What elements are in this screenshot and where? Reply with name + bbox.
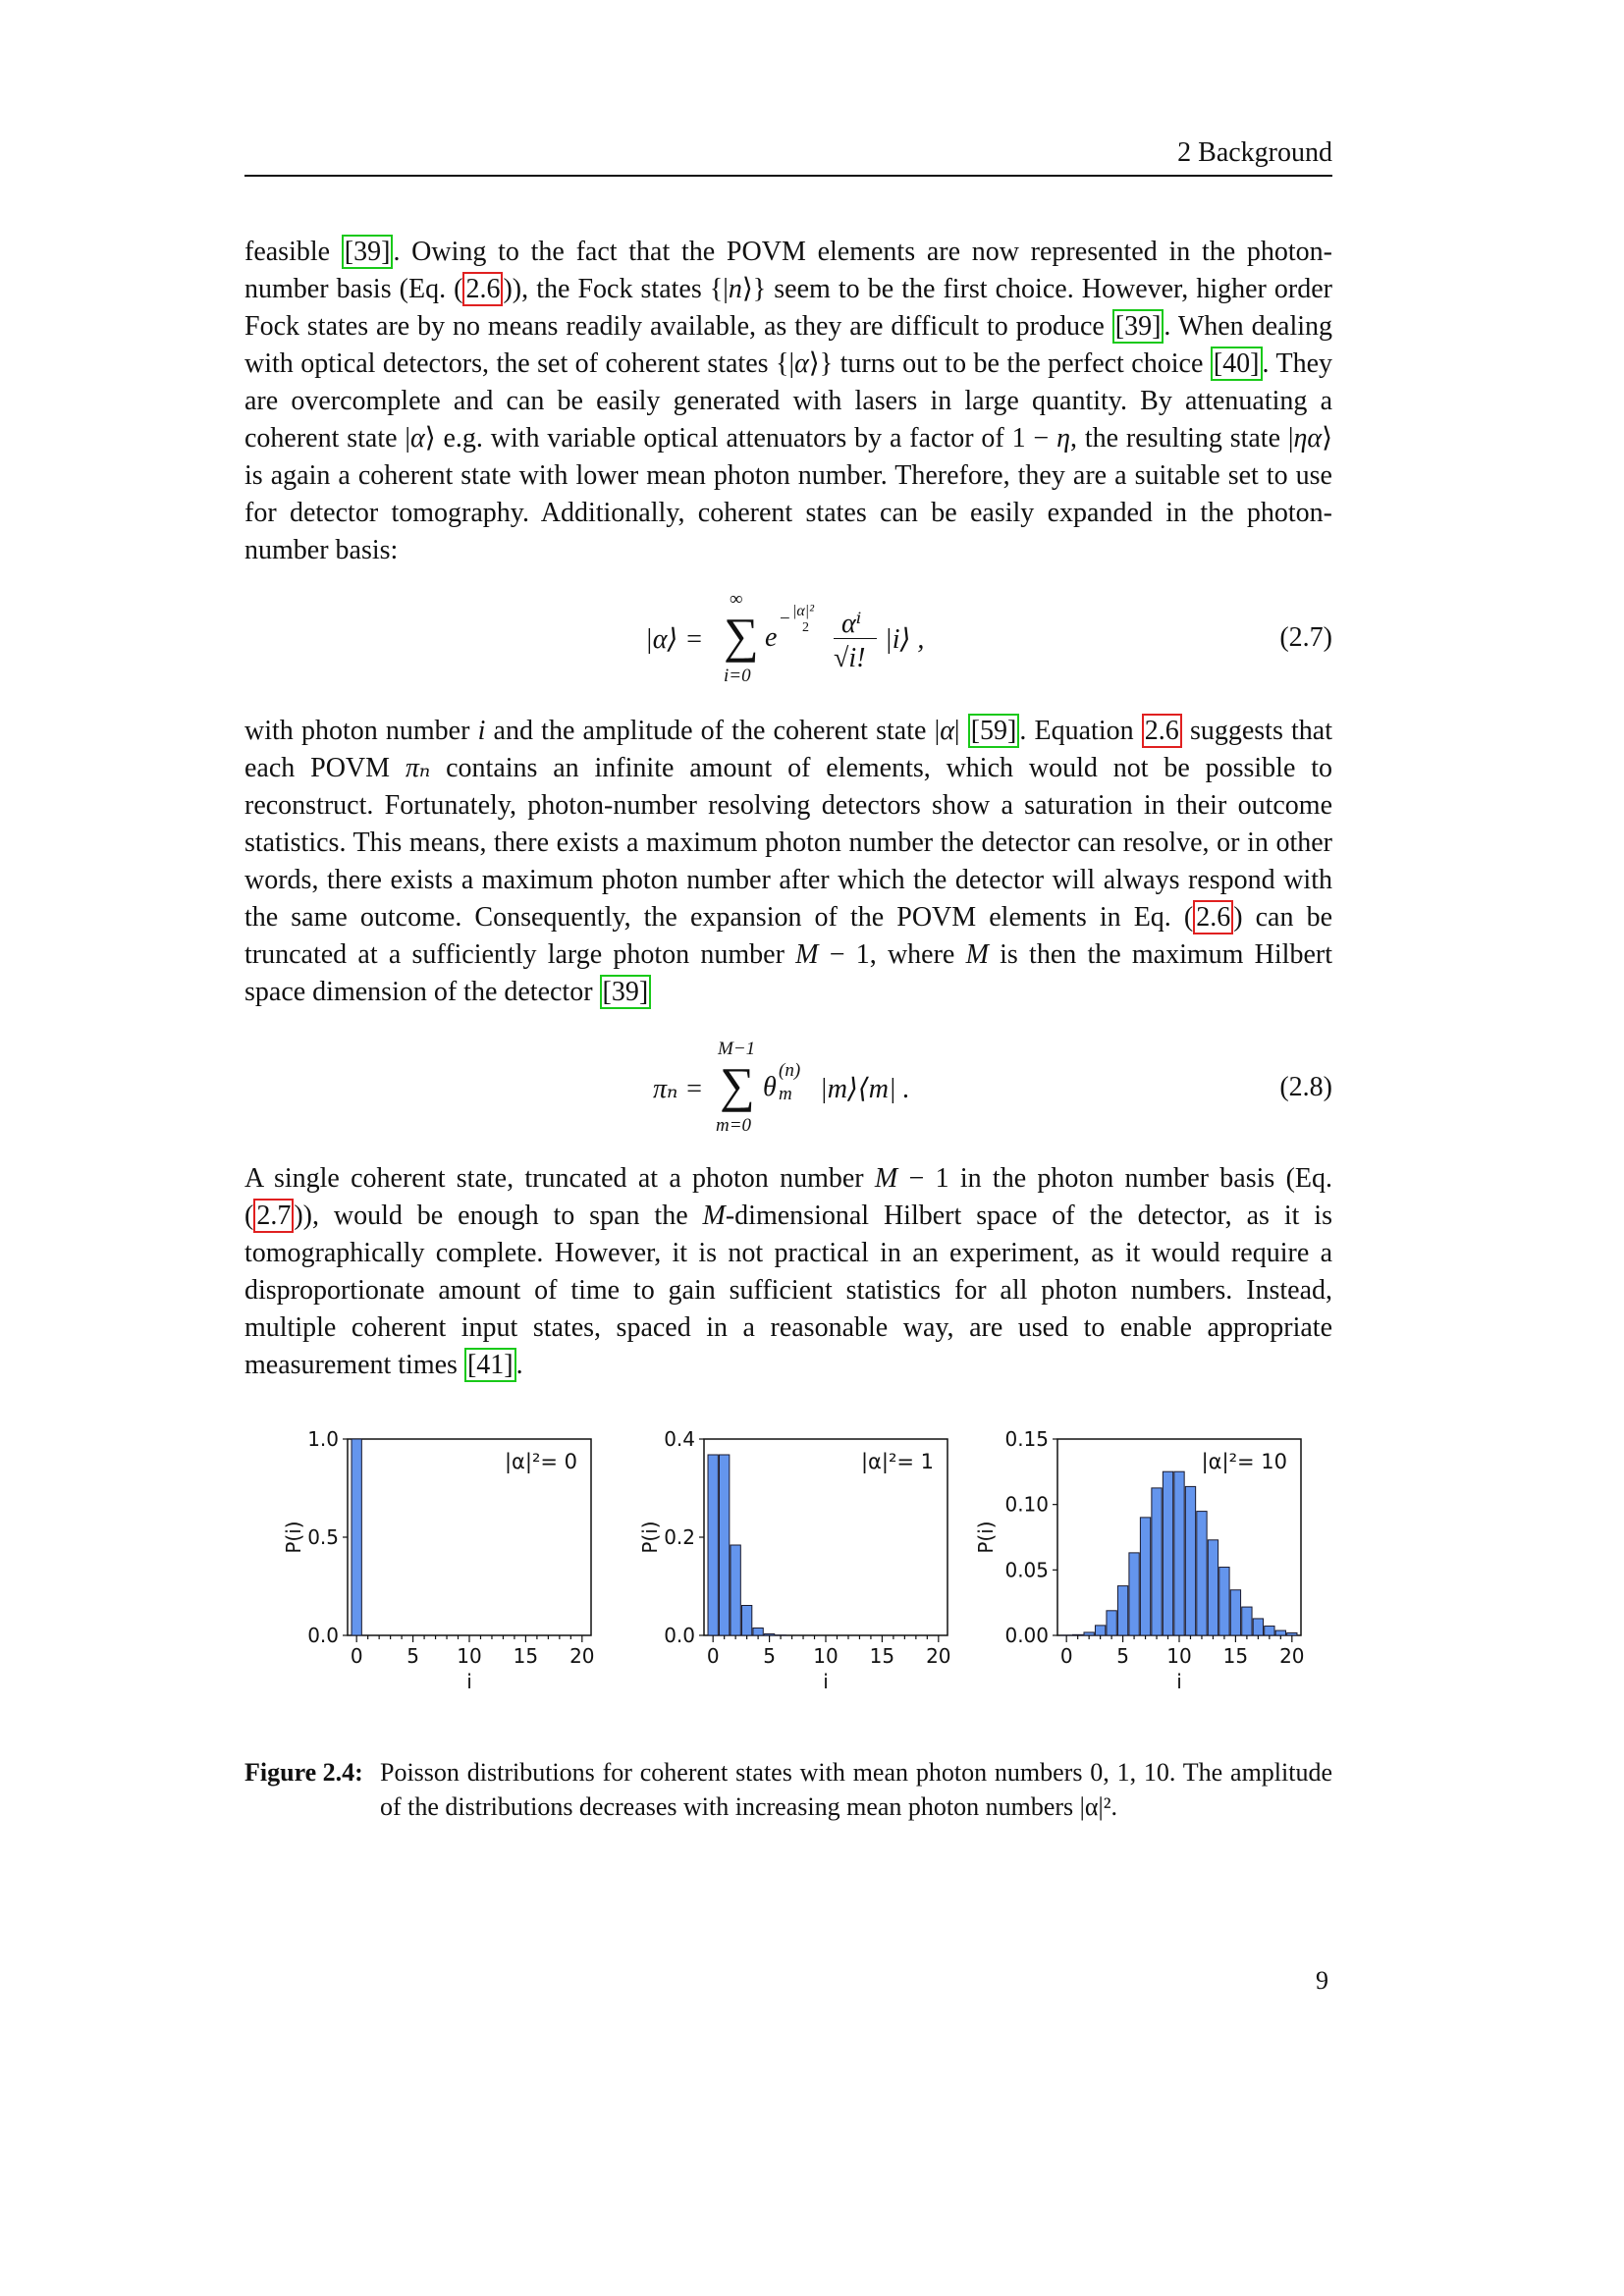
- equation-ref-link[interactable]: 2.6: [1193, 900, 1233, 934]
- equation-ref-link[interactable]: 2.6: [1142, 714, 1182, 748]
- text: ) can be truncated at a sufficiently large photon number: [244, 902, 1332, 970]
- x-tick-label: 0: [1059, 1644, 1073, 1668]
- math-symbol: i: [477, 716, 486, 746]
- text: . Equation: [1019, 716, 1142, 746]
- bar: [708, 1455, 718, 1635]
- text: feasible: [244, 237, 342, 267]
- text: contains an infinite amount of elements, which would not be possible to reconstruct. Fortunately, photon-number resolving detectors show a saturation in their outcome statistics. This means, there exists a maximum photon number the detector can resolve, or in other words, there exists a maximum photon number after which the detector will always respond with the same outcome. Consequently, the expansion of the POVM elements in Eq. (: [244, 753, 1332, 933]
- bar: [1084, 1632, 1094, 1635]
- bar: [1152, 1488, 1162, 1635]
- frac-denominator: √i!: [834, 643, 866, 673]
- bar: [1174, 1471, 1184, 1635]
- x-axis-label: i: [1176, 1670, 1182, 1693]
- poisson-charts: [244, 1412, 1332, 1726]
- text: − 1 in the photon number basis (Eq. (: [244, 1163, 1332, 1231]
- x-tick-label: 20: [569, 1644, 595, 1668]
- bar: [1140, 1518, 1150, 1635]
- text: .: [515, 1350, 523, 1380]
- bar: [1230, 1590, 1240, 1635]
- y-tick-label: 0.5: [307, 1525, 339, 1549]
- math-symbol: M: [702, 1201, 726, 1231]
- y-axis-label: P(i): [974, 1521, 998, 1554]
- running-header: [244, 137, 1332, 177]
- x-tick-label: 20: [1279, 1644, 1305, 1668]
- bar: [731, 1545, 740, 1635]
- caption-text: Poisson distributions for coherent states with mean photon numbers 0, 1, 10. The amplitude of the distributions decreases with increasing mean photon numbers |α|².: [380, 1758, 1332, 1821]
- exp-numerator: |α|²: [792, 603, 814, 619]
- text: . When dealing with optical detectors, the set of coherent states {|: [244, 311, 1332, 379]
- x-tick-label: 10: [813, 1644, 839, 1668]
- bar: [1117, 1586, 1127, 1635]
- y-tick-label: 0.0: [664, 1624, 695, 1647]
- x-tick-label: 15: [513, 1644, 539, 1668]
- math-symbol: M: [795, 939, 819, 970]
- exp-denominator: 2: [802, 620, 809, 635]
- equation-2-8: [244, 1039, 1332, 1137]
- sum-lower-limit: i=0: [724, 666, 751, 686]
- eq-tail: |i⟩ ,: [885, 624, 925, 655]
- bar: [1163, 1471, 1172, 1635]
- y-tick-label: 0.00: [1004, 1624, 1049, 1647]
- paragraph-2: [244, 713, 1332, 1011]
- text: , the resulting state |: [1069, 423, 1294, 454]
- citation-link[interactable]: [40]: [1211, 347, 1263, 381]
- bar: [741, 1606, 751, 1636]
- mean-photon-annotation: |α|²= 0: [504, 1450, 577, 1473]
- math-symbol: M: [874, 1163, 898, 1194]
- paragraph-1: [244, 234, 1332, 569]
- mean-photon-annotation: |α|²= 1: [860, 1450, 934, 1473]
- math-symbol: η: [1056, 423, 1070, 454]
- math-symbol: πₙ: [405, 753, 431, 783]
- x-tick-label: 10: [457, 1644, 482, 1668]
- y-tick-label: 0.05: [1004, 1558, 1049, 1582]
- bar: [1095, 1626, 1105, 1635]
- text: ⟩} turns out to be the perfect choice: [808, 348, 1211, 379]
- sum-lower-limit: m=0: [716, 1115, 752, 1136]
- math-symbol: ηα: [1293, 423, 1323, 454]
- figure-2-4: [244, 1412, 1332, 1726]
- bar: [1253, 1619, 1263, 1635]
- text: A single coherent state, truncated at a photon number: [244, 1163, 875, 1194]
- y-axis-label: P(i): [282, 1521, 305, 1554]
- fraction-bar: [834, 638, 877, 639]
- y-tick-label: 0.4: [664, 1427, 695, 1451]
- sum-symbol: ∑: [720, 1057, 755, 1112]
- sum-symbol: ∑: [724, 608, 759, 663]
- bar: [1208, 1540, 1218, 1635]
- text: ⟩} seem to be the first choice. However, higher order Fock states are by no means readily available, as they are difficult to produce: [244, 274, 1332, 342]
- math-symbol: n: [728, 274, 742, 304]
- x-tick-label: 15: [1222, 1644, 1249, 1668]
- x-tick-label: 0: [706, 1644, 720, 1668]
- text: )), would be enough to span the: [294, 1201, 703, 1231]
- x-axis-label: i: [823, 1670, 829, 1693]
- text: suggests that each POVM: [244, 716, 1333, 783]
- bar: [1185, 1486, 1195, 1635]
- x-tick-label: 5: [406, 1644, 419, 1668]
- theta-symbol: θ: [763, 1072, 777, 1102]
- sum-upper-limit: ∞: [730, 589, 743, 610]
- bar: [1073, 1634, 1083, 1635]
- bar: [1107, 1611, 1116, 1635]
- y-tick-label: 0.10: [1004, 1492, 1049, 1517]
- bar: [1275, 1630, 1285, 1635]
- equation-2-7: [244, 589, 1332, 687]
- page-number: 9: [1316, 1966, 1328, 1995]
- bar: [1219, 1568, 1229, 1635]
- equation-ref-link[interactable]: 2.7: [253, 1199, 294, 1233]
- bar: [1265, 1627, 1274, 1635]
- math-symbol: α: [940, 716, 954, 746]
- paragraph-3: [244, 1160, 1332, 1384]
- frac-numerator: αⁱ: [841, 609, 862, 639]
- citation-link[interactable]: [39]: [342, 235, 394, 269]
- text: ⟩ is again a coherent state with lower mean photon number. Therefore, they are a suitable set to use for detector tomography. Additionally, coherent states can be easily expanded in the photon-number basis:: [244, 423, 1333, 565]
- exp-sign: −: [780, 609, 790, 629]
- section-title: 2 Background: [1177, 137, 1332, 168]
- bar: [764, 1634, 774, 1636]
- y-tick-label: 0.0: [307, 1624, 339, 1647]
- x-tick-label: 10: [1166, 1644, 1192, 1668]
- text: ⟩ e.g. with variable optical attenuators by a factor of 1 −: [424, 423, 1057, 454]
- x-tick-label: 5: [1116, 1644, 1129, 1668]
- sum-upper-limit: M−1: [718, 1039, 756, 1059]
- text: . Owing to the fact that the POVM elements are now represented in the photon-number basis (Eq. (: [244, 237, 1333, 304]
- bar: [1242, 1607, 1252, 1635]
- citation-link[interactable]: [59]: [968, 714, 1020, 748]
- y-axis-label: P(i): [638, 1521, 662, 1554]
- text: and the amplitude of the coherent state |: [485, 716, 941, 746]
- math-symbol: M: [965, 939, 989, 970]
- exp-base: e: [765, 622, 778, 653]
- equation-number: (2.8): [1279, 1072, 1332, 1102]
- x-axis-label: i: [466, 1670, 472, 1693]
- text: − 1, where: [818, 939, 966, 970]
- citation-link[interactable]: [41]: [464, 1348, 516, 1382]
- theta-subscript: m: [779, 1084, 792, 1104]
- x-tick-label: 0: [350, 1644, 363, 1668]
- eq-lhs: |α⟩ =: [645, 624, 704, 655]
- text: . They are overcomplete and can be easily generated with lasers in large quantity. By attenuating a coherent state |: [244, 348, 1332, 454]
- equation-number: (2.7): [1279, 622, 1332, 653]
- text: )), the Fock states {|: [503, 274, 729, 304]
- text: with photon number: [244, 716, 478, 746]
- theta-superscript: (n): [779, 1060, 801, 1081]
- y-tick-label: 0.2: [664, 1525, 695, 1549]
- bar: [720, 1455, 730, 1635]
- bar: [1287, 1632, 1297, 1635]
- x-tick-label: 20: [926, 1644, 951, 1668]
- bar: [1129, 1553, 1139, 1635]
- x-tick-label: 15: [869, 1644, 895, 1668]
- text: is then the maximum Hilbert space dimension of the detector: [244, 939, 1332, 1007]
- eq-tail: |m⟩⟨m| .: [820, 1074, 910, 1104]
- text: -dimensional Hilbert space of the detector, as it is tomographically complete. However, it is not practical in an experiment, as it would require a disproportionate amount of time to gain sufficient statistics for all photon numbers. Instead, multiple coherent input states, spaced in a reasonable way, are used to enable appropriate measurement times: [244, 1201, 1332, 1380]
- x-tick-label: 5: [763, 1644, 776, 1668]
- citation-link[interactable]: [39]: [600, 975, 652, 1009]
- citation-link[interactable]: [39]: [1112, 309, 1164, 344]
- bar: [352, 1439, 361, 1635]
- equation-ref-link[interactable]: 2.6: [462, 272, 503, 306]
- text: |: [953, 716, 968, 746]
- y-tick-label: 0.15: [1004, 1427, 1049, 1451]
- bar: [753, 1629, 763, 1636]
- math-symbol: α: [410, 423, 425, 454]
- math-symbol: α: [794, 348, 809, 379]
- y-tick-label: 1.0: [307, 1427, 339, 1451]
- bar: [1197, 1512, 1207, 1635]
- caption-label: Figure 2.4:: [244, 1758, 363, 1787]
- mean-photon-annotation: |α|²= 10: [1201, 1450, 1287, 1473]
- eq-lhs: πₙ =: [653, 1074, 704, 1104]
